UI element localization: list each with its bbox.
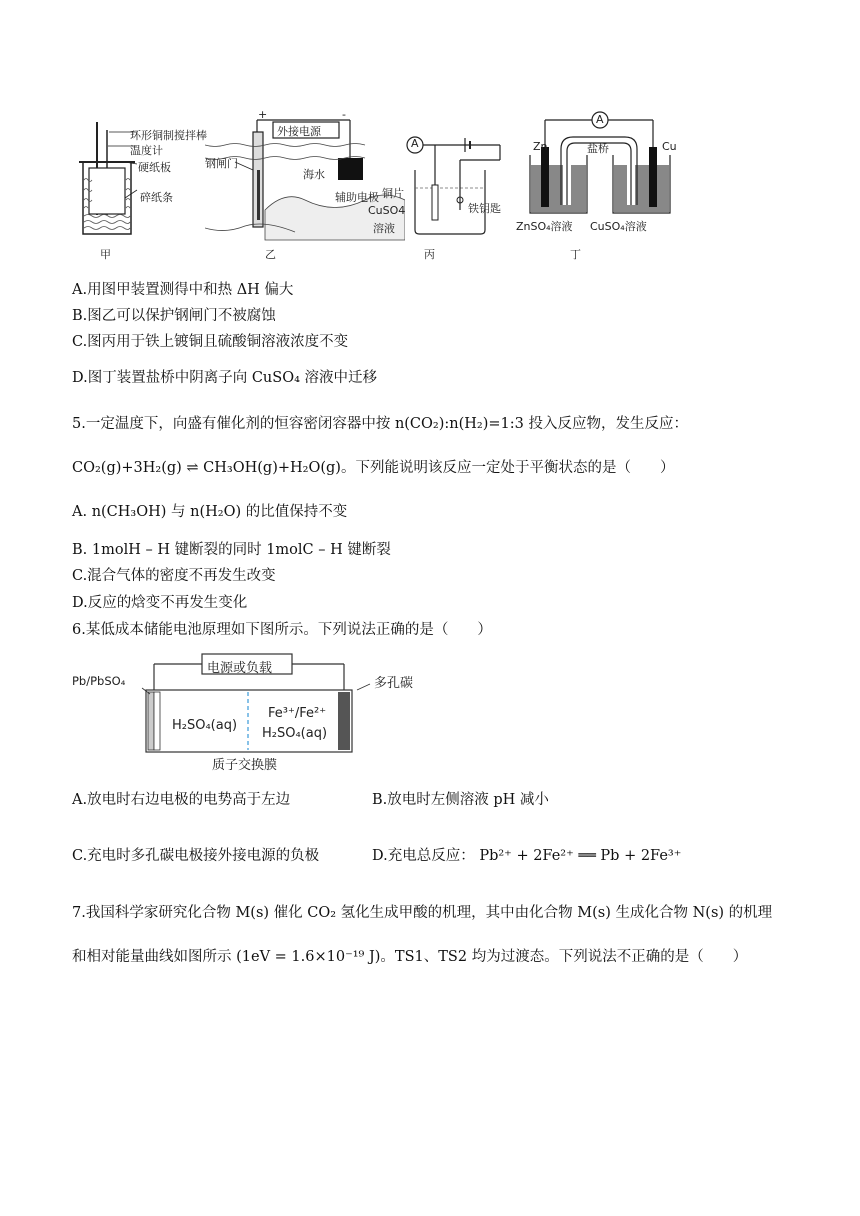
q6-right-electrode-label: 多孔碳 [374,676,414,691]
q6-option-c: C.充电时多孔碳电极接外接电源的负极 [72,848,320,864]
q4-option-d: D.图丁装置盐桥中阴离子向 CuSO₄ 溶液中迁移 [72,370,378,386]
ding-label-znso4: ZnSO₄溶液 [516,220,573,233]
ding-ammeter-symbol: A [596,113,604,126]
q4-option-b: B.图乙可以保护钢闸门不被腐蚀 [72,308,276,324]
q7-stem-line2: 和相对能量曲线如图所示 (1eV = 1.6×10⁻¹⁹ J)。TS1、TS2 均为过渡态。下列说法不正确的是（ ） [72,949,748,965]
q5-option-d: D.反应的焓变不再发生变化 [72,595,248,611]
bing-ammeter-symbol: A [411,137,419,150]
q6-option-a: A.放电时右边电极的电势高于左边 [72,792,291,808]
bing-label-copper-plate: 铜片 [382,187,404,200]
q6-membrane-label: 质子交换膜 [212,758,278,773]
yi-label-auxiliary-electrode: 辅助电极 [335,191,379,204]
q4-option-c: C.图丙用于铁上镀铜且硫酸铜溶液浓度不变 [72,334,349,350]
jia-label-thermometer: 温度计 [130,144,163,157]
q6-right-solution-ions: Fe³⁺/Fe²⁺ [268,706,327,721]
q6-option-b: B.放电时左侧溶液 pH 减小 [372,792,549,808]
bing-label-cuso4: CuSO4 [368,204,406,217]
ding-label-salt-bridge: 盐桥 [587,142,609,155]
jia-label-paper-strips: 碎纸条 [140,191,173,204]
q5-option-a: A. n(CH₃OH) 与 n(H₂O) 的比值保持不变 [72,504,348,520]
ding-label-cu: Cu [662,140,677,153]
yi-label-seawater: 海水 [303,168,325,181]
q4-option-a: A.用图甲装置测得中和热 ΔH 偏大 [72,282,294,298]
jia-label-cardboard: 硬纸板 [138,161,171,174]
jia-label-stirrer: 环形铜制搅拌棒 [130,129,207,142]
q6-stem: 6.某低成本储能电池原理如下图所示。下列说法正确的是（ ） [72,622,492,638]
ding-label-zn: Zn [533,140,548,153]
bing-caption: 丙 [424,248,435,261]
yi-caption: 乙 [265,248,276,261]
yi-label-power-supply: 外接电源 [277,125,321,138]
yi-minus-sign: - [342,108,346,121]
q6-left-solution-label: H₂SO₄(aq) [172,718,238,733]
q5-option-b: B. 1molH – H 键断裂的同时 1molC – H 键断裂 [72,542,391,558]
q7-stem-line1: 7.我国科学家研究化合物 M(s) 催化 CO₂ 氢化生成甲酸的机理，其中由化合物 M(s) 生成化合物 N(s) 的机理 [72,905,773,921]
q6-left-electrode-label: Pb/PbSO₄ [72,674,126,688]
bing-label-iron-key: 铁钥匙 [468,202,501,215]
ding-caption: 丁 [570,248,581,261]
jia-caption: 甲 [100,248,111,261]
q5-stem-line2: CO₂(g)+3H₂(g) ⇌ CH₃OH(g)+H₂O(g)。下列能说明该反应一定处于平衡状态的是（ ） [72,460,675,476]
figure-bing-electroplating [390,130,510,240]
q5-stem-line1: 5.一定温度下，向盛有催化剂的恒容密闭容器中按 n(CO₂):n(H₂)=1:3 投入反应物，发生反应： [72,416,688,432]
q6-right-solution-acid: H₂SO₄(aq) [262,726,328,741]
bing-label-solution: 溶液 [373,222,395,235]
yi-plus-sign: + [258,108,268,121]
ding-label-cuso4: CuSO₄溶液 [590,220,647,233]
q6-power-or-load-box: 电源或负载 [207,661,273,676]
q4-figure-row [60,100,780,270]
yi-label-steel-gate: 钢闸门 [205,157,238,170]
q5-option-c: C.混合气体的密度不再发生改变 [72,568,276,584]
q6-option-d: D.充电总反应： Pb²⁺ + 2Fe²⁺ ══ Pb + 2Fe³⁺ [372,848,682,864]
q6-battery-diagram [72,650,452,775]
